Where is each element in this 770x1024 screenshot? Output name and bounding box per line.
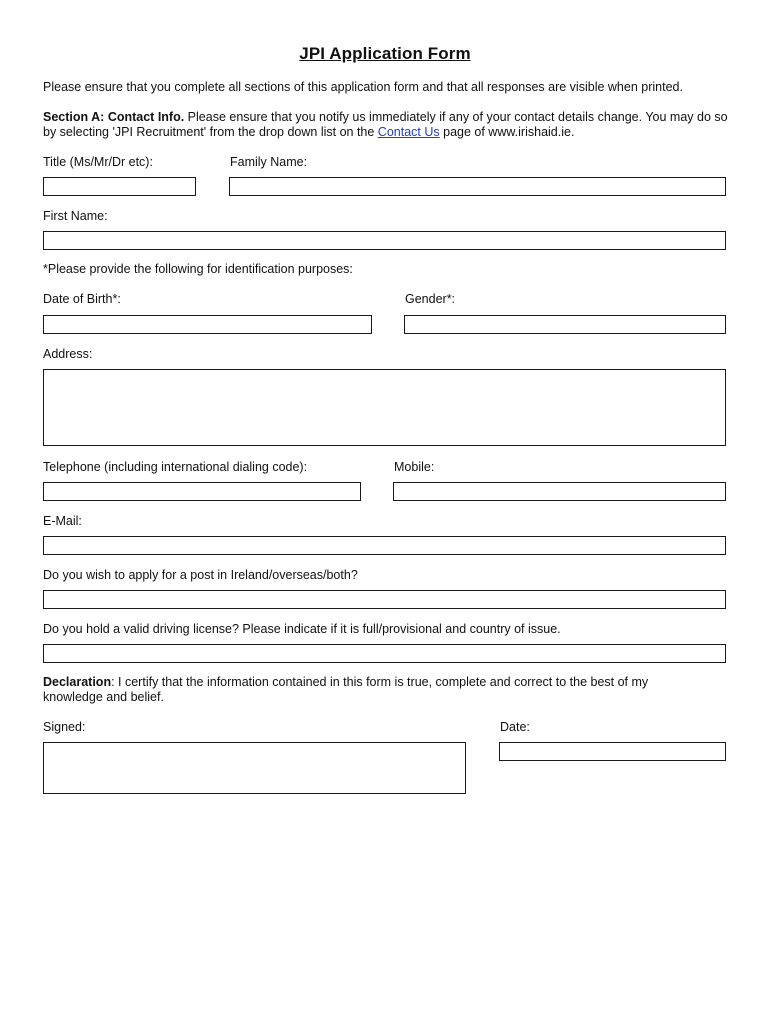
email-input[interactable]: [43, 536, 726, 555]
identification-note: *Please provide the following for identification purposes:: [43, 262, 353, 276]
telephone-label: Telephone (including international dialing code):: [43, 460, 308, 474]
declaration-heading: Declaration: [43, 675, 112, 689]
post-location-label: Do you wish to apply for a post in Ireland/overseas/both?: [43, 568, 358, 582]
form-title: JPI Application Form: [299, 44, 471, 63]
section-a-text-end: page of www.irishaid.ie.: [439, 125, 575, 139]
gender-input[interactable]: [404, 315, 726, 334]
date-label: Date:: [500, 720, 530, 734]
section-a-heading: Section A: Contact Info.: [43, 110, 185, 124]
intro-text: Please ensure that you complete all sections of this application form and that all responses are visible when printed.: [43, 80, 683, 94]
signature-box[interactable]: [43, 742, 466, 794]
address-label: Address:: [43, 347, 93, 361]
date-input[interactable]: [499, 742, 726, 761]
mobile-label: Mobile:: [394, 460, 435, 474]
section-a-paragraph: [43, 110, 733, 140]
section-a-text: Please ensure that you notify us immediately if any of your contact details change. You may do so by selecting 'JPI Recruitment' from the drop down list on the: [43, 110, 728, 139]
contact-us-link[interactable]: Contact Us: [377, 125, 440, 139]
first-name-label: First Name:: [43, 209, 108, 223]
address-textarea[interactable]: [43, 369, 726, 446]
date-of-birth-label: Date of Birth*:: [43, 292, 121, 306]
declaration-paragraph: [43, 675, 703, 705]
family-name-label: Family Name:: [230, 155, 308, 169]
gender-label: Gender*:: [405, 292, 456, 306]
title-input[interactable]: [43, 177, 196, 196]
driving-license-label: Do you hold a valid driving license? Please indicate if it is full/provisional and country of issue.: [43, 622, 561, 636]
title-label: Title (Ms/Mr/Dr etc):: [43, 155, 153, 169]
first-name-input[interactable]: [43, 231, 726, 250]
mobile-input[interactable]: [393, 482, 726, 501]
driving-license-input[interactable]: [43, 644, 726, 663]
post-location-input[interactable]: [43, 590, 726, 609]
signed-label: Signed:: [43, 720, 86, 734]
date-of-birth-input[interactable]: [43, 315, 372, 334]
telephone-input[interactable]: [43, 482, 361, 501]
email-label: E-Mail:: [43, 514, 82, 528]
declaration-text: : I certify that the information contained in this form is true, complete and correct to the best of my knowledge and belief.: [43, 675, 649, 704]
family-name-input[interactable]: [229, 177, 726, 196]
